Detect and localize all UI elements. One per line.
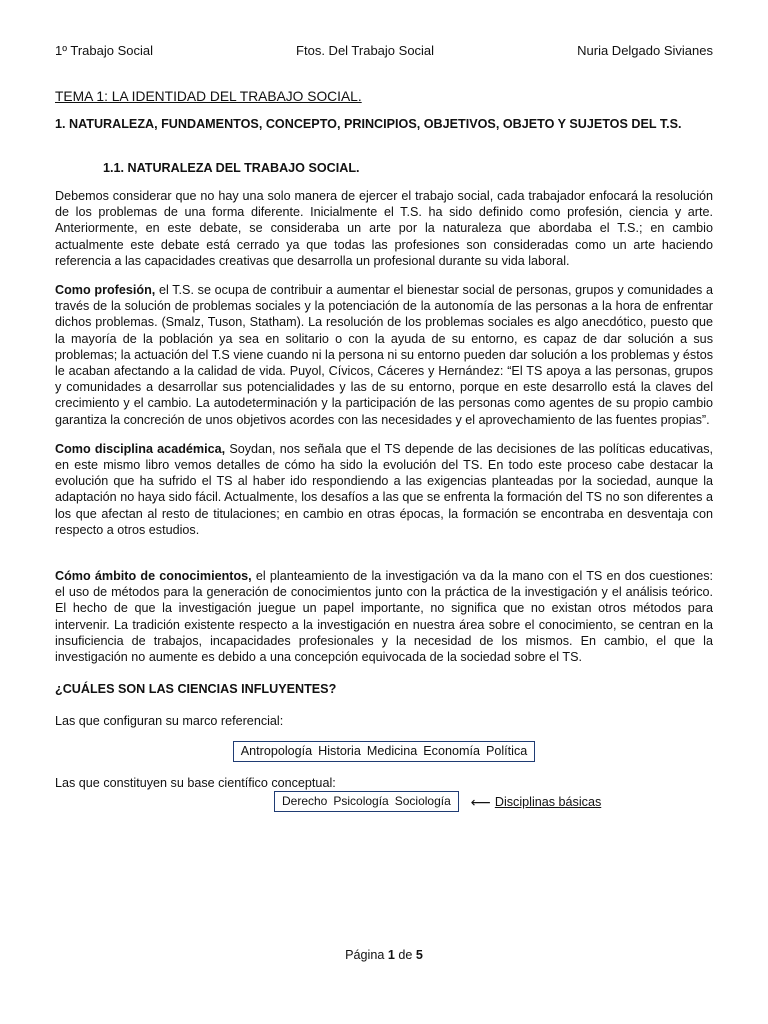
subsection-heading: 1.1. NATURALEZA DEL TRABAJO SOCIAL. bbox=[103, 161, 360, 175]
question-heading: ¿CUÁLES SON LAS CIENCIAS INFLUYENTES? bbox=[55, 682, 337, 697]
science-item: Psicología bbox=[333, 794, 389, 809]
paragraph-lead: Cómo ámbito de conocimientos, bbox=[55, 569, 252, 584]
paragraph-lead: Como profesión, bbox=[55, 283, 156, 298]
footer-mid: de bbox=[398, 948, 413, 962]
paragraph-text: el T.S. se ocupa de contribuir a aumentar el bienestar social de personas, grupos y comunidades a través de la solución de problemas sociales y la potenciación de la autonomía de las personas a la hora de enfrentar dichos problemas. (Smalz, Tuson, Statham). La resolución de los problemas sociales es algo anecdótico, puesto que la mayoría de la población ya sea en solitario o con la ayuda de su entorno, es capaz de dar solución a sus problemas; la actuación del T.S viene cuando ni la persona ni su entorno pueden dar solución a los problemas y éstos le acaban afectando a la calidad de vida. Puyol, Cívicos, Cáceres y Hernández: “El TS apoya a las personas, grupos y comunidades a desarrollar sus potencialidades y las de su entorno, porque en este desarrollo está la claves del crecimiento y el cambio. La autodeterminación y la participación de las personas como agentes de su propio cambio garantiza la concreción de unos objetivos acordes con las necesidades y el aprovechamiento de las fuentes propias”. bbox=[55, 283, 713, 427]
footer-total-pages: 5 bbox=[415, 948, 423, 962]
science-item: Historia bbox=[318, 743, 361, 758]
science-item: Antropología bbox=[240, 743, 313, 758]
running-header bbox=[55, 43, 713, 59]
paragraph-profesion bbox=[55, 282, 713, 428]
paragraph-ambito bbox=[55, 568, 713, 665]
header-subject: Ftos. Del Trabajo Social bbox=[296, 43, 435, 58]
left-arrow-icon: ⟵ bbox=[470, 793, 491, 810]
footer-page-number: 1 bbox=[387, 948, 395, 962]
page-footer bbox=[0, 948, 768, 962]
document-body bbox=[55, 88, 713, 812]
document-title: TEMA 1: LA IDENTIDAD DEL TRABAJO SOCIAL. bbox=[55, 89, 362, 104]
base-row bbox=[274, 791, 713, 812]
base-label: Las que constituyen su base científico conceptual: bbox=[55, 775, 336, 790]
base-box bbox=[274, 791, 459, 812]
paragraph-text: el planteamiento de la investigación va da la mano con el TS en dos cuestiones: el uso de métodos para la generación de conocimientos junto con la práctica de la investigación y el análisis teórico. El hecho de que la investigación juegue un papel importante, no significa que no existan otros métodos para intervenir. La tradición existente respecto a la investigación en nuestra área sobre el conocimiento, se centran en la insuficiencia de trabajos, incapacidades profesionales y la necesidad de los mismos. En cambio, el que la investigación no aumente es debido a una concepción equivocada de la sociedad sobre el TS. bbox=[55, 569, 713, 665]
paragraph-intro: Debemos considerar que no hay una solo manera de ejercer el trabajo social, cada trabajador enfocará la resolución de los problemas de una forma diferente. Inicialmente el T.S. ha sido definido como profesión, ciencia y arte. Anteriormente, en este debate, se consideraba un arte por la naturaleza que abordaba el T.S.; en cambio actualmente este debate está cerrado ya que todas las profesiones son consideradas como un arte haciendo referencia a las capacidades creativas que desarrolla un profesional durante su vida laboral. bbox=[55, 189, 713, 268]
science-item: Medicina bbox=[366, 743, 418, 758]
basic-disciplines-label: Disciplinas básicas bbox=[494, 794, 602, 809]
referencial-box bbox=[233, 741, 536, 762]
paragraph-text: Soydan, nos señala que el TS depende de las decisiones de las políticas educativas, en este mismo libro vemos detalles de cómo ha sido la evolución del TS. En todo este proceso cabe destacar la evolución que ha sufrido el TS al haber ido respondiendo a las exigencias planteadas por la sociedad, aunque la adaptación no haya sido fácil. Actualmente, los desafíos a las que se enfrenta la formación del TS no son diferentes a los que afectan al resto de titulaciones; en cambio en otras épocas, la formación se encontraba en desventaja con respecto a otros estudios. bbox=[55, 441, 713, 537]
paragraph-disciplina bbox=[55, 441, 713, 538]
science-item: Política bbox=[485, 743, 528, 758]
referencial-row bbox=[55, 741, 713, 762]
header-author: Nuria Delgado Sivianes bbox=[577, 43, 713, 58]
science-item: Derecho bbox=[282, 794, 328, 809]
section-heading: 1. NATURALEZA, FUNDAMENTOS, CONCEPTO, PRINCIPIOS, OBJETIVOS, OBJETO Y SUJETOS DEL T.S. bbox=[55, 117, 682, 131]
science-item: Sociología bbox=[394, 794, 451, 809]
referencial-label: Las que configuran su marco referencial: bbox=[55, 714, 284, 729]
paragraph-lead: Como disciplina académica, bbox=[55, 441, 226, 456]
science-item: Economía bbox=[423, 743, 480, 758]
header-course: 1º Trabajo Social bbox=[55, 43, 153, 58]
footer-prefix: Página bbox=[345, 948, 385, 962]
